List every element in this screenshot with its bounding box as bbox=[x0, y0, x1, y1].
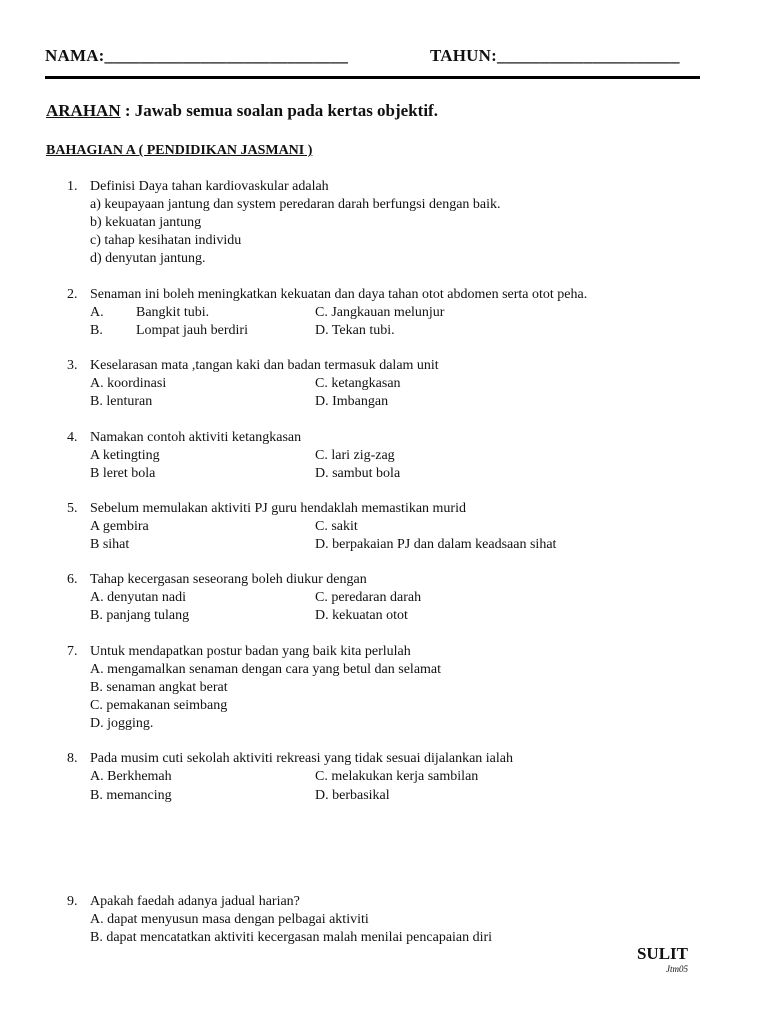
question-number: 7. bbox=[67, 644, 78, 659]
option-a: A ketingting bbox=[90, 448, 160, 463]
option-a: A. Berkhemah bbox=[90, 769, 172, 784]
tahun-field-label: TAHUN:_____________________ bbox=[430, 46, 680, 65]
option-d: D. sambut bola bbox=[315, 466, 401, 481]
question-stem: Keselarasan mata ,tangan kaki dan badan termasuk dalam unit bbox=[90, 358, 439, 373]
option-c: C. Jangkauan melunjur bbox=[315, 305, 445, 320]
option-a-text: Bangkit tubi. bbox=[136, 305, 210, 320]
question-number: 8. bbox=[67, 751, 78, 766]
option-c: C. pemakanan seimbang bbox=[90, 698, 228, 713]
question-number: 4. bbox=[67, 430, 78, 445]
question-number: 6. bbox=[67, 572, 78, 587]
option-b: B. memancing bbox=[90, 788, 172, 803]
option-b: B. panjang tulang bbox=[90, 608, 190, 623]
option-a: A gembira bbox=[90, 519, 149, 534]
section-title: BAHAGIAN A ( PENDIDIKAN JASMANI ) bbox=[46, 143, 313, 158]
option-a: A. dapat menyusun masa dengan pelbagai aktiviti bbox=[90, 912, 369, 927]
question-number: 3. bbox=[67, 358, 78, 373]
option-c: C. ketangkasan bbox=[315, 376, 401, 391]
header-divider bbox=[45, 76, 700, 79]
question-number: 9. bbox=[67, 894, 78, 909]
question-number: 1. bbox=[67, 179, 78, 194]
option-d: D. kekuatan otot bbox=[315, 608, 408, 623]
option-d: D. berpakaian PJ dan dalam keadsaan sihat bbox=[315, 537, 557, 552]
option-d: d) denyutan jantung. bbox=[90, 251, 206, 266]
question-stem: Sebelum memulakan aktiviti PJ guru hendaklah memastikan murid bbox=[90, 501, 466, 516]
option-a: a) keupayaan jantung dan system peredaran darah berfungsi dengan baik. bbox=[90, 197, 501, 212]
option-c: C. melakukan kerja sambilan bbox=[315, 769, 479, 784]
question-stem: Apakah faedah adanya jadual harian? bbox=[90, 894, 300, 909]
option-a: A. koordinasi bbox=[90, 376, 167, 391]
instruction bbox=[46, 101, 438, 121]
option-b: B. lenturan bbox=[90, 394, 153, 409]
nama-field-label: NAMA:____________________________ bbox=[45, 46, 349, 65]
option-c: C. sakit bbox=[315, 519, 358, 534]
option-d: D. Imbangan bbox=[315, 394, 389, 409]
question-stem: Senaman ini boleh meningkatkan kekuatan dan daya tahan otot abdomen serta otot peha. bbox=[90, 287, 588, 302]
question-stem: Pada musim cuti sekolah aktiviti rekreasi yang tidak sesuai dijalankan ialah bbox=[90, 751, 513, 766]
option-a: A. denyutan nadi bbox=[90, 590, 187, 605]
option-d: D. berbasikal bbox=[315, 788, 390, 803]
option-b: B leret bola bbox=[90, 466, 156, 481]
option-b: B sihat bbox=[90, 537, 130, 552]
option-b: B. dapat mencatatkan aktiviti kecergasan malah menilai pencapaian diri bbox=[90, 930, 493, 945]
option-c: c) tahap kesihatan individu bbox=[90, 233, 242, 248]
option-b: b) kekuatan jantung bbox=[90, 215, 202, 230]
instruction-text: : Jawab semua soalan pada kertas objektif. bbox=[120, 101, 438, 120]
option-a: A. mengamalkan senaman dengan cara yang betul dan selamat bbox=[90, 662, 442, 677]
option-b-text: Lompat jauh berdiri bbox=[136, 323, 248, 338]
question-stem: Untuk mendapatkan postur badan yang baik kita perlulah bbox=[90, 644, 411, 659]
option-d: D. jogging. bbox=[90, 716, 154, 731]
question-number: 2. bbox=[67, 287, 78, 302]
question-stem: Definisi Daya tahan kardiovaskular adalah bbox=[90, 179, 329, 194]
option-a-letter: A. bbox=[90, 305, 104, 320]
document-code: Jtm05 bbox=[666, 964, 688, 974]
instruction-label: ARAHAN bbox=[46, 101, 121, 120]
option-b-letter: B. bbox=[90, 323, 103, 338]
option-c: C. lari zig-zag bbox=[315, 448, 395, 463]
question-stem: Tahap kecergasan seseorang boleh diukur dengan bbox=[90, 572, 367, 587]
question-stem: Namakan contoh aktiviti ketangkasan bbox=[90, 430, 302, 445]
option-c: C. peredaran darah bbox=[315, 590, 422, 605]
option-d: D. Tekan tubi. bbox=[315, 323, 395, 338]
option-b: B. senaman angkat berat bbox=[90, 680, 228, 695]
sulit-label: SULIT bbox=[636, 944, 688, 963]
question-number: 5. bbox=[67, 501, 78, 516]
